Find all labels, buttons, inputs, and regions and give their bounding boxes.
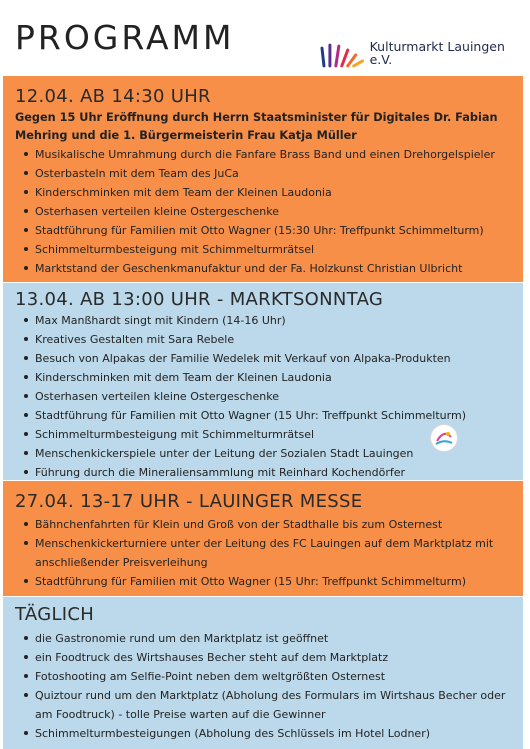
- section-27-04: [3, 481, 523, 596]
- section-12-04: [3, 76, 523, 282]
- list-item: Kinderschminken mit dem Team der Kleinen Laudonia: [13, 183, 513, 202]
- list-item: Marktstand der Geschenkmanufaktur und der Fa. Holzkunst Christian Ulbricht: [13, 259, 513, 278]
- list-item: Führung durch die Mineraliensammlung mit Reinhard Kochendörfer: [13, 463, 513, 482]
- section-daily: [3, 597, 523, 749]
- section-heading: 13.04. AB 13:00 UHR - MARKTSONNTAG: [15, 289, 384, 310]
- list-item: Stadtführung für Familien mit Otto Wagner (15 Uhr: Treffpunkt Schimmelturm): [13, 406, 513, 425]
- list-item: Osterbasteln mit dem Team des JuCa: [13, 164, 513, 183]
- list-item: Fotoshooting am Selfie-Point neben dem weltgrößten Osternest: [13, 667, 513, 686]
- list-item: Menschenkickerturniere unter der Leitung des FC Lauingen auf dem Marktplatz mit anschließender Preisverleihung: [13, 534, 513, 572]
- list-item: Menschenkickerspiele unter der Leitung der Sozialen Stadt Lauingen: [13, 444, 513, 463]
- section-heading: TÄGLICH: [15, 604, 95, 625]
- list-item: Besuch von Alpakas der Familie Wedelek mit Verkauf von Alpaka-Produkten: [13, 349, 513, 368]
- logo-text: Kulturmarkt Lauingen e.V.: [369, 39, 505, 67]
- event-list: [13, 145, 513, 278]
- page-header: [0, 0, 530, 75]
- event-list: [13, 515, 513, 591]
- list-item: die Gastronomie rund um den Marktplatz ist geöffnet: [13, 629, 513, 648]
- list-item: Stadtführung für Familien mit Otto Wagner (15 Uhr: Treffpunkt Schimmelturm): [13, 572, 513, 591]
- list-item: ein Foodtruck des Wirtshauses Becher steht auf dem Marktplatz: [13, 648, 513, 667]
- list-item: Osterhasen verteilen kleine Ostergeschenke: [13, 387, 513, 406]
- list-item: Max Manßhardt singt mit Kindern (14-16 Uhr): [13, 311, 513, 330]
- list-item: Osterhasen verteilen kleine Ostergeschenke: [13, 202, 513, 221]
- list-item: Bähnchenfahrten für Klein und Groß von der Stadthalle bis zum Osternest: [13, 515, 513, 534]
- list-item: Kreatives Gestalten mit Sara Rebele: [13, 330, 513, 349]
- page-title: PROGRAMM: [15, 18, 235, 57]
- list-item: Quiztour rund um den Marktplatz (Abholung des Formulars im Wirtshaus Becher oder am Foodtruck) - tolle Preise warten auf die Gewinner: [13, 686, 513, 724]
- event-list: [13, 629, 513, 743]
- fan-rays-logo-icon: [320, 42, 366, 68]
- section-heading: 27.04. 13-17 UHR - LAUINGER MESSE: [15, 491, 363, 512]
- section-heading: 12.04. AB 14:30 UHR: [15, 86, 211, 107]
- list-item: Schimmelturmbesteigungen (Abholung des Schlüssels im Hotel Lodner): [13, 724, 513, 743]
- event-list: [13, 311, 513, 482]
- soziale-stadt-logo-icon: [431, 425, 457, 451]
- list-item: Stadtführung für Familien mit Otto Wagner (15:30 Uhr: Treffpunkt Schimmelturm): [13, 221, 513, 240]
- list-item: Schimmelturmbesteigung mit Schimmelturmrätsel: [13, 240, 513, 259]
- list-item: Schimmelturmbesteigung mit Schimmelturmrätsel: [13, 425, 513, 444]
- opening-note: Gegen 15 Uhr Eröffnung durch Herrn Staatsminister für Digitales Dr. Fabian Mehring und die 1. Bürgermeisterin Frau Katja Müller: [15, 111, 498, 142]
- list-item: Kinderschminken mit dem Team der Kleinen Laudonia: [13, 368, 513, 387]
- list-item: Musikalische Umrahmung durch die Fanfare Brass Band und einen Drehorgelspieler: [13, 145, 513, 164]
- soziale-stadt-logo: [430, 424, 458, 452]
- organization-logo: [320, 39, 530, 68]
